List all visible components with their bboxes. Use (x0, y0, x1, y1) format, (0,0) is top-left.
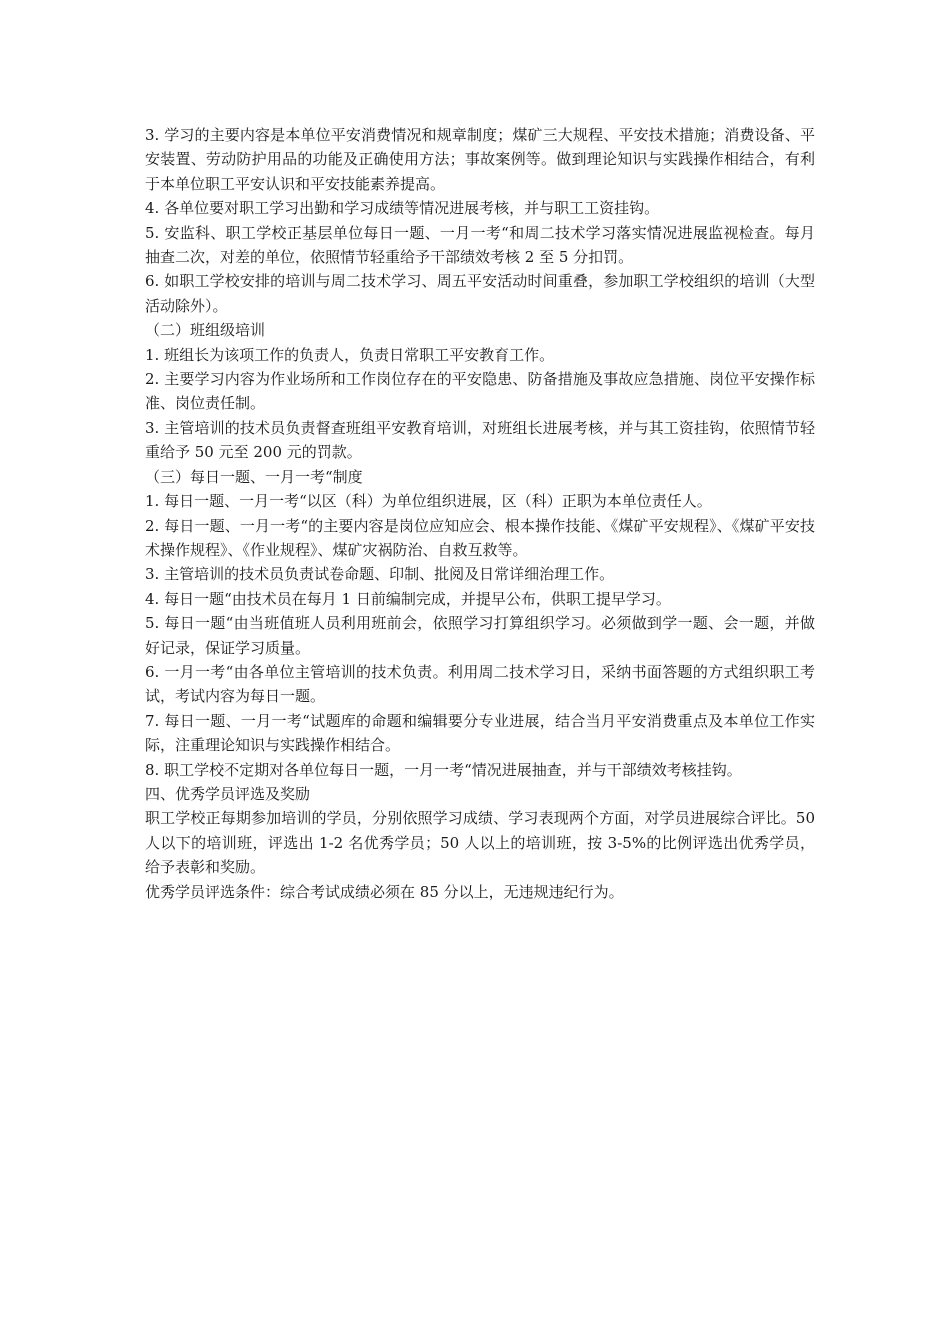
paragraph-team-content: 2. 主要学习内容为作业场所和工作岗位存在的平安隐患、防备措施及事故应急措施、岗位平安操作标准、岗位责任制。 (145, 370, 815, 413)
paragraph-daily-compile: 4. 每日一题“由技术员在每月 1 日前编制完成，并提早公布，供职工提早学习。 (145, 589, 671, 608)
paragraph-question-bank: 7. 每日一题、一月一考“试题库的命题和编辑要分专业进展，结合当月平安消费重点及本单位工作实际，注重理论知识与实践操作相结合。 (145, 711, 815, 755)
section-heading-excellent-trainees: 四、优秀学员评选及奖励 (145, 784, 311, 803)
paragraph-trainee-evaluation: 职工学校正每期参加培训的学员，分别依照学习成绩、学习表现两个方面，对学员进展综合评比。50 人以下的培训班，评选出 1-2 名优秀学员；50 人以上的培训班，按 3-5%的比例评选出优秀学员，给予表彰和奖励。 (145, 809, 815, 877)
document-body (145, 123, 815, 904)
paragraph-attendance-assessment: 4. 各单位要对职工学习出勤和学习成绩等情况进展考核，并与职工工资挂钩。 (145, 199, 660, 218)
section-heading-team-training: （二）班组级培训 (145, 321, 266, 340)
section-heading-daily-question: （三）每日一题、一月一考“制度 (145, 467, 363, 486)
paragraph-evaluation-criteria: 优秀学员评选条件：综合考试成绩必须在 85 分以上，无违规违纪行为。 (145, 882, 624, 901)
paragraph-daily-shift: 5. 每日一题“由当班值班人员利用班前会，依照学习打算组织学习。必须做到学一题、会一题，并做好记录，保证学习质量。 (145, 614, 815, 657)
paragraph-daily-content: 2. 每日一题、一月一考“的主要内容是岗位应知应会、根本操作技能、《煤矿平安规程》、《煤矿平安技术操作规程》、《作业规程》、煤矿灾祸防治、自救互救等。 (145, 516, 815, 559)
paragraph-spot-check: 8. 职工学校不定期对各单位每日一题，一月一考“情况进展抽查，并与干部绩效考核挂钩。 (145, 760, 742, 779)
paragraph-supervision-check: 5. 安监科、职工学校正基层单位每日一题、一月一考“和周二技术学习落实情况进展监视检查。每月抽查二次，对差的单位，依照情节轻重给予干部绩效考核 2 至 5 分扣罚。 (145, 223, 815, 267)
paragraph-study-content: 3. 学习的主要内容是本单位平安消费情况和规章制度；煤矿三大规程、平安技术措施；消费设备、平安装置、劳动防护用品的功能及正确使用方法；事故案例等。做到理论知识与实践操作相结合，有利于本单位职工平安认识和平安技能素养提高。 (145, 126, 815, 193)
paragraph-schedule-overlap: 6. 如职工学校安排的培训与周二技术学习、周五平安活动时间重叠，参加职工学校组织的培训（大型活动除外）。 (145, 272, 815, 315)
paragraph-daily-admin: 3. 主管培训的技术员负责试卷命题、印制、批阅及日常详细治理工作。 (145, 565, 615, 584)
paragraph-team-supervision: 3. 主管培训的技术员负责督查班组平安教育培训，对班组长进展考核，并与其工资挂钩，依照情节轻重给予 50 元至 200 元的罚款。 (145, 418, 815, 462)
paragraph-daily-unit: 1. 每日一题、一月一考“以区（科）为单位组织进展，区（科）正职为本单位责任人。 (145, 492, 712, 511)
paragraph-monthly-exam: 6. 一月一考“由各单位主管培训的技术负责。利用周二技术学习日，采纳书面答题的方式组织职工考试，考试内容为每日一题。 (145, 662, 815, 706)
paragraph-team-leader: 1. 班组长为该项工作的负责人，负责日常职工平安教育工作。 (145, 345, 555, 364)
